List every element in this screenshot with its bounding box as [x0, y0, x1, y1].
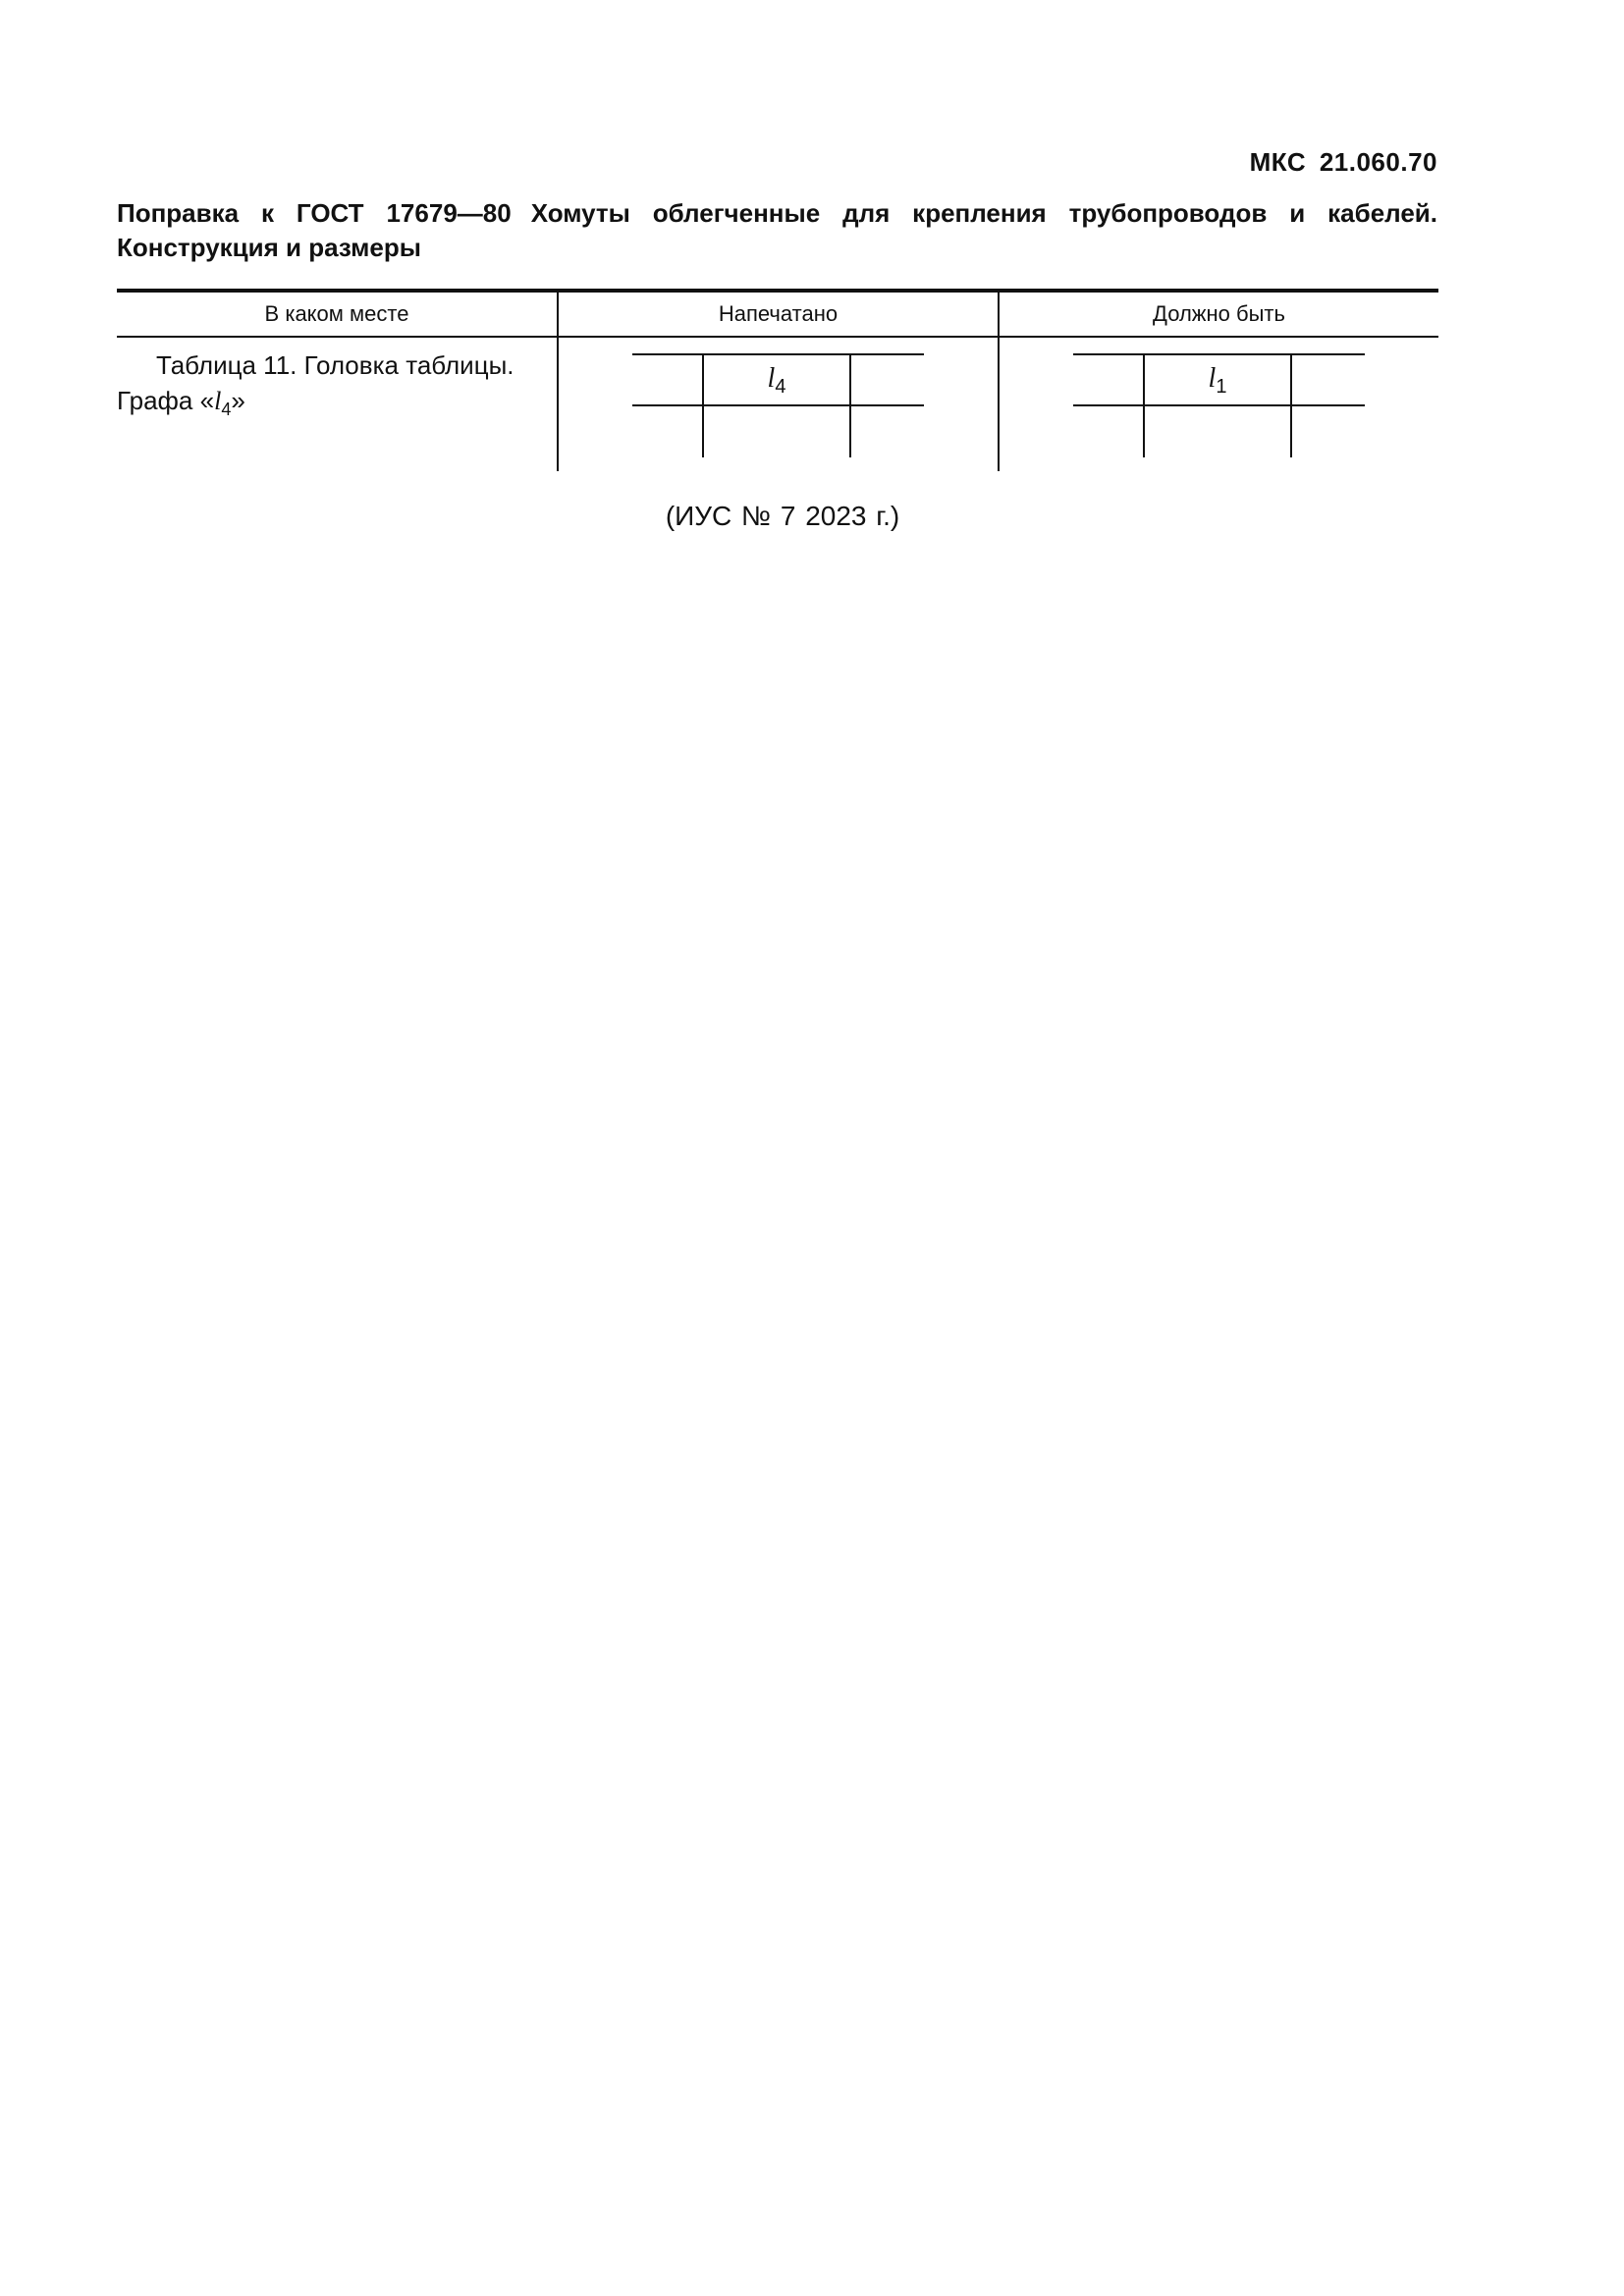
table-header-row — [117, 291, 1438, 337]
ius-reference: (ИУС № 7 2023 г.) — [665, 501, 900, 531]
printed-symbol: $l_4$ — [767, 363, 786, 398]
where-symbol: l — [214, 387, 222, 415]
header-correct: Должно быть — [999, 291, 1438, 337]
header-where: В каком месте — [117, 291, 558, 337]
printed-table-fragment — [632, 353, 924, 457]
title-subject: Хомуты облегченные для крепления трубопроводов и кабелей. — [530, 198, 1437, 228]
mks-code: МКС 21.060.70 — [1249, 147, 1437, 177]
correct-table-fragment — [1073, 353, 1365, 457]
correct-symbol: $l_1$ — [1208, 363, 1227, 398]
header-printed: Напечатано — [558, 291, 999, 337]
title-gost-ref: Поправка к ГОСТ 17679—80 — [117, 198, 512, 228]
where-text-line-1: Таблица 11. Головка таблицы. — [156, 350, 514, 380]
cell-where — [117, 337, 558, 471]
correction-table — [117, 289, 1438, 471]
document-title — [117, 196, 1437, 265]
where-symbol-sub: 4 — [221, 400, 232, 419]
title-line-2: Конструкция и размеры — [117, 233, 421, 262]
cell-printed — [558, 337, 999, 471]
title-line-1 — [117, 196, 1437, 231]
cell-correct — [999, 337, 1438, 471]
table-row — [117, 337, 1438, 471]
where-text-line-2: Графа «$l_4$» — [117, 386, 245, 419]
